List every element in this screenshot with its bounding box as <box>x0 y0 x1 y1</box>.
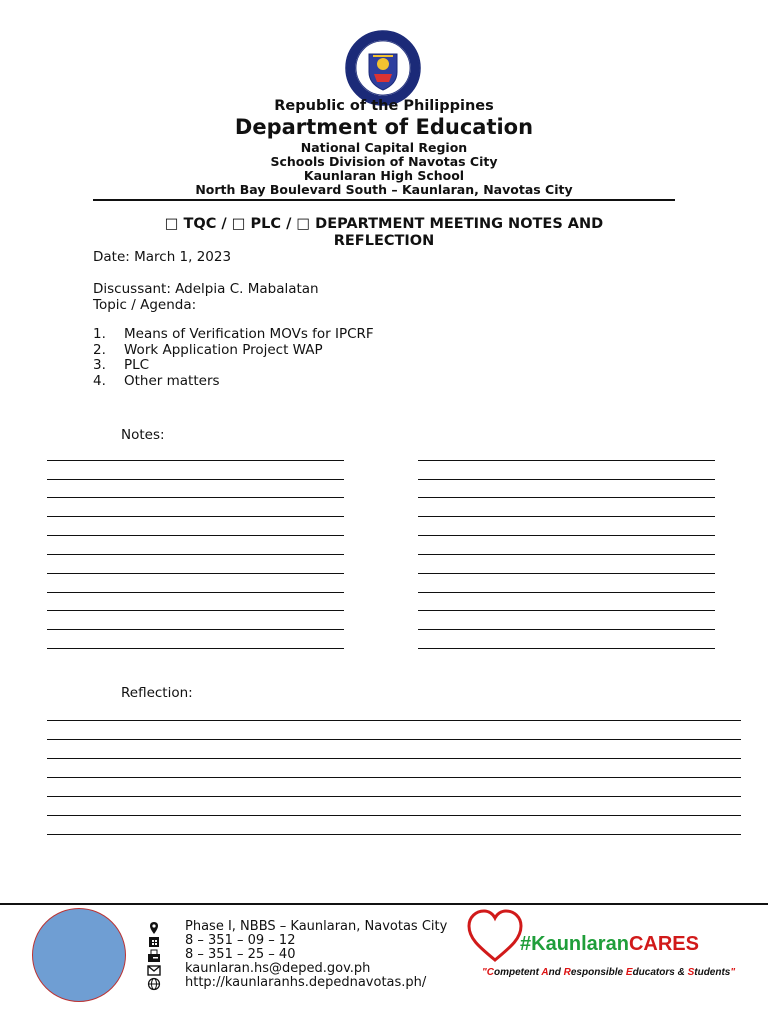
notes-line-left[interactable] <box>47 610 344 611</box>
discussant-line: Discussant: Adelpia C. Mabalatan <box>93 281 319 297</box>
notes-line-left[interactable] <box>47 460 344 461</box>
reflection-label: Reflection: <box>121 685 193 701</box>
notes-line-right[interactable] <box>418 460 715 461</box>
brand-tagline: "Competent And Responsible Educators & Students" <box>482 967 736 978</box>
topic-agenda-label: Topic / Agenda: <box>93 297 197 313</box>
footer-divider <box>0 903 768 905</box>
notes-line-left[interactable] <box>47 535 344 536</box>
kaunlaran-cares-brand <box>520 933 699 956</box>
mail-icon <box>147 963 161 977</box>
reflection-line[interactable] <box>47 739 741 740</box>
notes-line-right[interactable] <box>418 535 715 536</box>
meeting-date: Date: March 1, 2023 <box>93 249 232 265</box>
agenda-item: 3. PLC <box>93 357 150 373</box>
agenda-item: 2. Work Application Project WAP <box>93 341 323 358</box>
notes-line-right[interactable] <box>418 516 715 517</box>
notes-line-right[interactable] <box>418 573 715 574</box>
deped-seal-logo <box>345 30 421 106</box>
contact-website[interactable]: http://kaunlaranhs.depednavotas.ph/ <box>185 975 427 990</box>
contact-address: Phase I, NBBS – Kaunlaran, Navotas City <box>185 919 448 934</box>
telephone-icon <box>147 935 161 949</box>
agenda-list <box>93 327 374 389</box>
reflection-line[interactable] <box>47 815 741 816</box>
title-line-2: REFLECTION <box>333 233 435 249</box>
notes-line-right[interactable] <box>418 554 715 555</box>
notes-line-right[interactable] <box>418 497 715 498</box>
brand-hashtag: #Kaunlaran <box>520 933 629 955</box>
contact-fax: 8 – 351 – 25 – 40 <box>185 947 296 962</box>
school-line: Kaunlaran High School <box>303 168 465 183</box>
reflection-line[interactable] <box>47 720 741 721</box>
agenda-item: 1. Means of Verification MOVs for IPCRF <box>93 326 374 342</box>
brand-cares: CARES <box>628 933 699 955</box>
document-title <box>120 216 648 250</box>
title-line-1: □ TQC / □ PLC / □ DEPARTMENT MEETING NOTES AND <box>164 216 604 232</box>
notes-line-left[interactable] <box>47 479 344 480</box>
heart-logo-icon <box>466 908 524 964</box>
notes-line-left[interactable] <box>47 629 344 630</box>
region-line: National Capital Region <box>300 140 468 155</box>
notes-label: Notes: <box>121 427 165 443</box>
notes-line-right[interactable] <box>418 479 715 480</box>
division-line: Schools Division of Navotas City <box>270 154 498 169</box>
notes-line-right[interactable] <box>418 592 715 593</box>
agenda-item: 4. Other matters <box>93 372 220 389</box>
address-line: North Bay Boulevard South – Kaunlaran, Navotas City <box>195 182 573 197</box>
contact-phone: 8 – 351 – 09 – 12 <box>185 933 296 948</box>
notes-line-left[interactable] <box>47 516 344 517</box>
reflection-line[interactable] <box>47 777 741 778</box>
globe-icon <box>147 977 161 991</box>
notes-line-left[interactable] <box>47 592 344 593</box>
republic-heading: Republic of the Philippines <box>274 98 494 114</box>
notes-line-left[interactable] <box>47 573 344 574</box>
notes-line-right[interactable] <box>418 610 715 611</box>
notes-line-right[interactable] <box>418 648 715 649</box>
contact-email[interactable]: kaunlaran.hs@deped.gov.ph <box>185 961 371 976</box>
reflection-line[interactable] <box>47 758 741 759</box>
header-divider <box>93 199 675 201</box>
notes-line-right[interactable] <box>418 629 715 630</box>
notes-line-left[interactable] <box>47 648 344 649</box>
notes-line-left[interactable] <box>47 554 344 555</box>
reflection-line[interactable] <box>47 796 741 797</box>
school-logo-placeholder <box>32 908 126 1002</box>
reflection-line[interactable] <box>47 834 741 835</box>
department-heading: Department of Education <box>234 115 534 139</box>
location-pin-icon <box>147 921 161 935</box>
notes-line-left[interactable] <box>47 497 344 498</box>
fax-icon <box>147 949 161 963</box>
